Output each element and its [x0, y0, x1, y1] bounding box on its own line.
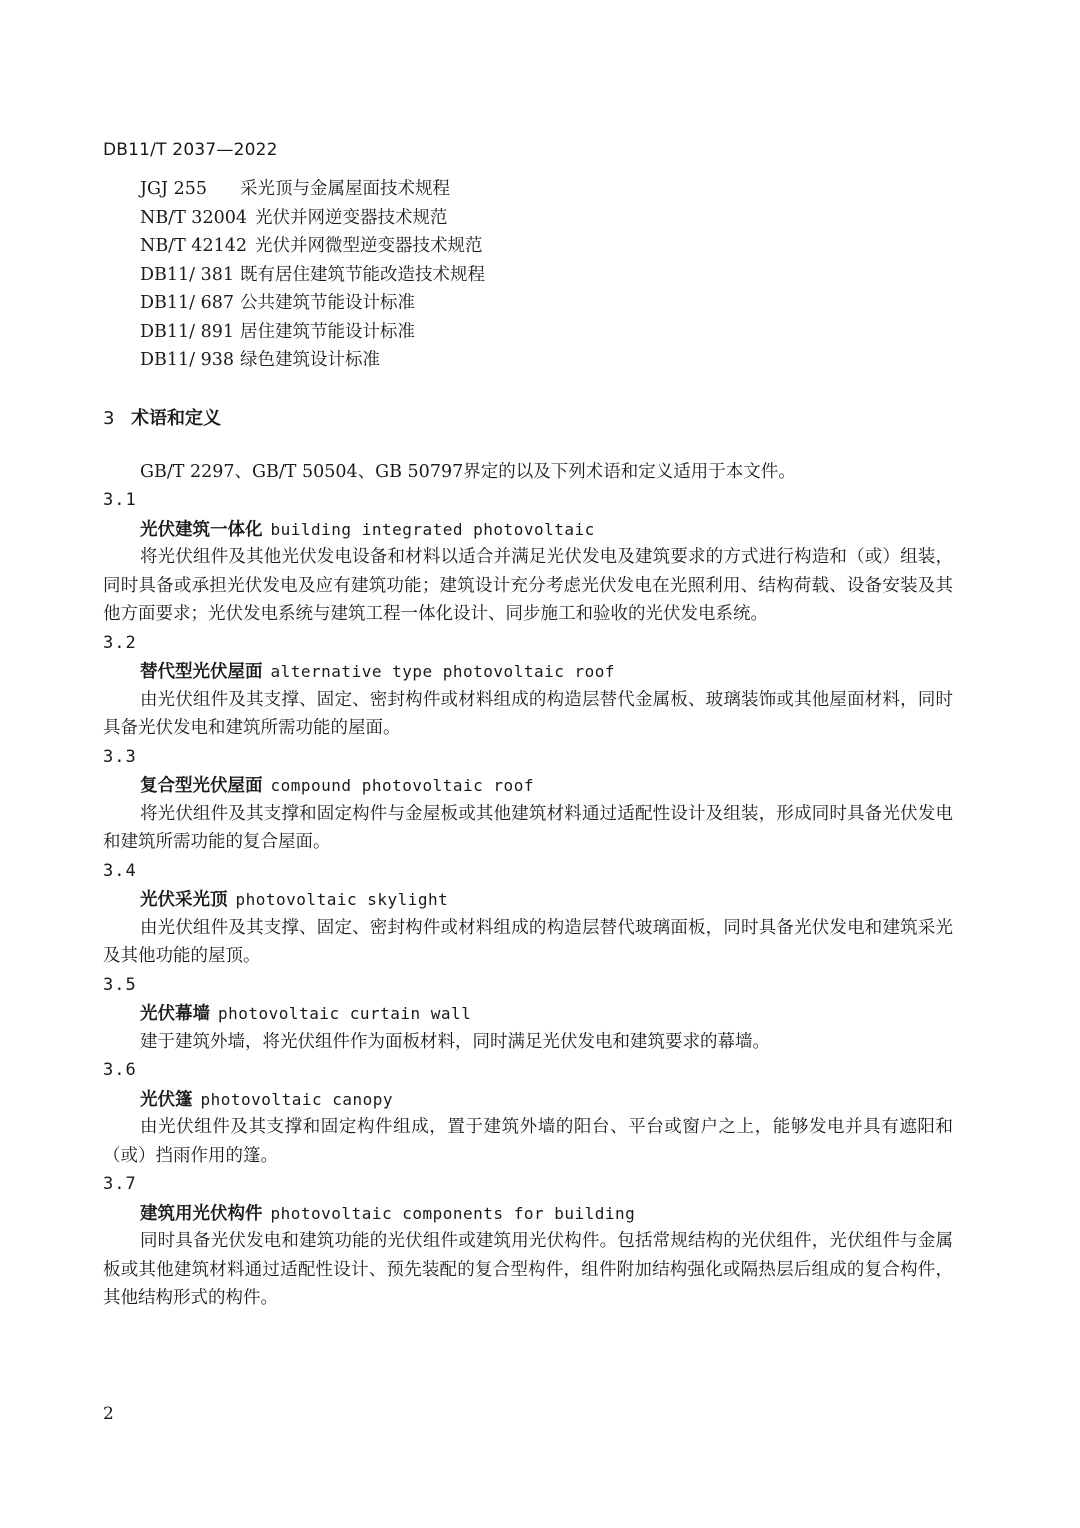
- reference-item: [140, 261, 485, 290]
- reference-code: DB11/ 687: [140, 293, 235, 313]
- reference-item: [140, 204, 485, 233]
- term-english: photovoltaic components for building: [270, 1203, 636, 1223]
- term-number: 3.7: [103, 1174, 137, 1194]
- reference-item: [140, 289, 485, 318]
- section-title: 术语和定义: [131, 408, 221, 429]
- normative-references-list: [140, 175, 485, 375]
- section-intro: GB/T 2297、GB/T 50504、GB 50797界定的以及下列术语和定义适用于本文件。: [140, 462, 796, 482]
- term-definition: 建于建筑外墙，将光伏组件作为面板材料，同时满足光伏发电和建筑要求的幕墙。: [140, 1031, 770, 1052]
- terms-list: [103, 486, 953, 1313]
- term-chinese: 替代型光伏屋面: [140, 662, 263, 682]
- term-title: [103, 657, 953, 686]
- reference-code: DB11/ 381: [140, 264, 235, 285]
- reference-item: [140, 318, 485, 347]
- term-chinese: 建筑用光伏构件: [140, 1203, 263, 1224]
- reference-item: [140, 232, 485, 261]
- term-definition: 同时具备光伏发电和建筑功能的光伏组件或建筑用光伏构件。包括常规结构的光伏组件，光伏组件与金属板或其他建筑材料通过适配性设计、预先装配的复合型构件，组件附加结构强化或隔热层后组成的复合构件，其他结构形式的构件。: [103, 1231, 953, 1308]
- term-english: alternative type photovoltaic roof: [270, 662, 616, 681]
- reference-item: [140, 175, 485, 204]
- reference-title: 公共建筑节能设计标准: [240, 293, 415, 313]
- term-english: photovoltaic skylight: [235, 890, 449, 909]
- reference-title: 光伏并网微型逆变器技术规范: [255, 236, 483, 256]
- term-entry: [103, 857, 953, 971]
- section-heading: [103, 404, 221, 430]
- reference-title: 采光顶与金属屋面技术规程: [240, 179, 450, 199]
- term-number: 3.6: [103, 1060, 137, 1080]
- reference-code: NB/T 42142: [140, 236, 247, 256]
- term-number: 3.5: [103, 974, 137, 995]
- term-number: 3.4: [103, 860, 137, 881]
- term-definition: 由光伏组件及其支撑、固定、密封构件或材料组成的构造层替代金属板、玻璃装饰或其他屋面材料，同时具备光伏发电和建筑所需功能的屋面。: [103, 689, 953, 738]
- term-entry: [103, 1170, 953, 1313]
- term-chinese: 光伏建筑一体化: [140, 519, 263, 540]
- term-number: 3.3: [103, 746, 137, 767]
- page-number: 2: [103, 1404, 114, 1424]
- reference-title: 既有居住建筑节能改造技术规程: [240, 264, 485, 285]
- term-number: 3.1: [103, 490, 137, 510]
- term-chinese: 光伏幕墙: [140, 1004, 210, 1024]
- term-title: [103, 1085, 953, 1114]
- document-code-header: DB11/T 2037—2022: [103, 140, 278, 160]
- term-definition: 将光伏组件及其支撑和固定构件与金屋板或其他建筑材料通过适配性设计及组装，形成同时具备光伏发电和建筑所需功能的复合屋面。: [103, 803, 953, 852]
- reference-title: 绿色建筑设计标准: [240, 350, 380, 370]
- term-entry: [103, 629, 953, 743]
- reference-title: 居住建筑节能设计标准: [240, 321, 415, 342]
- term-entry: [103, 971, 953, 1057]
- term-chinese: 光伏篷: [140, 1089, 193, 1110]
- reference-code: DB11/ 938: [140, 350, 235, 370]
- term-entry: [103, 486, 953, 629]
- reference-code: DB11/ 891: [140, 321, 235, 342]
- term-title: [103, 1199, 953, 1228]
- reference-code: NB/T 32004: [140, 207, 247, 228]
- term-definition: 由光伏组件及其支撑和固定构件组成，置于建筑外墙的阳台、平台或窗户之上，能够发电并具有遮阳和（或）挡雨作用的篷。: [103, 1117, 953, 1166]
- term-definition: 由光伏组件及其支撑、固定、密封构件或材料组成的构造层替代玻璃面板，同时具备光伏发电和建筑采光及其他功能的屋顶。: [103, 917, 953, 966]
- term-entry: [103, 1056, 953, 1170]
- term-title: [103, 515, 953, 544]
- term-title: [103, 885, 953, 914]
- term-english: photovoltaic canopy: [200, 1089, 394, 1109]
- section-number: 3: [103, 408, 115, 429]
- reference-title: 光伏并网逆变器技术规范: [255, 207, 448, 228]
- term-entry: [103, 743, 953, 857]
- term-number: 3.2: [103, 632, 137, 653]
- term-title: [103, 999, 953, 1028]
- term-definition: 将光伏组件及其他光伏发电设备和材料以适合并满足光伏发电及建筑要求的方式进行构造和（或）组装，同时具备或承担光伏发电及应有建筑功能；建筑设计充分考虑光伏发电在光照利用、结构荷载、设备安装及其他方面要求；光伏发电系统与建筑工程一体化设计、同步施工和验收的光伏发电系统。: [103, 547, 953, 624]
- term-english: photovoltaic curtain wall: [218, 1004, 472, 1023]
- term-chinese: 光伏采光顶: [140, 890, 228, 910]
- reference-code: JGJ 255: [140, 179, 207, 199]
- term-chinese: 复合型光伏屋面: [140, 776, 263, 796]
- reference-item: [140, 346, 485, 375]
- term-title: [103, 771, 953, 800]
- term-english: building integrated photovoltaic: [270, 519, 595, 539]
- term-english: compound photovoltaic roof: [270, 776, 534, 795]
